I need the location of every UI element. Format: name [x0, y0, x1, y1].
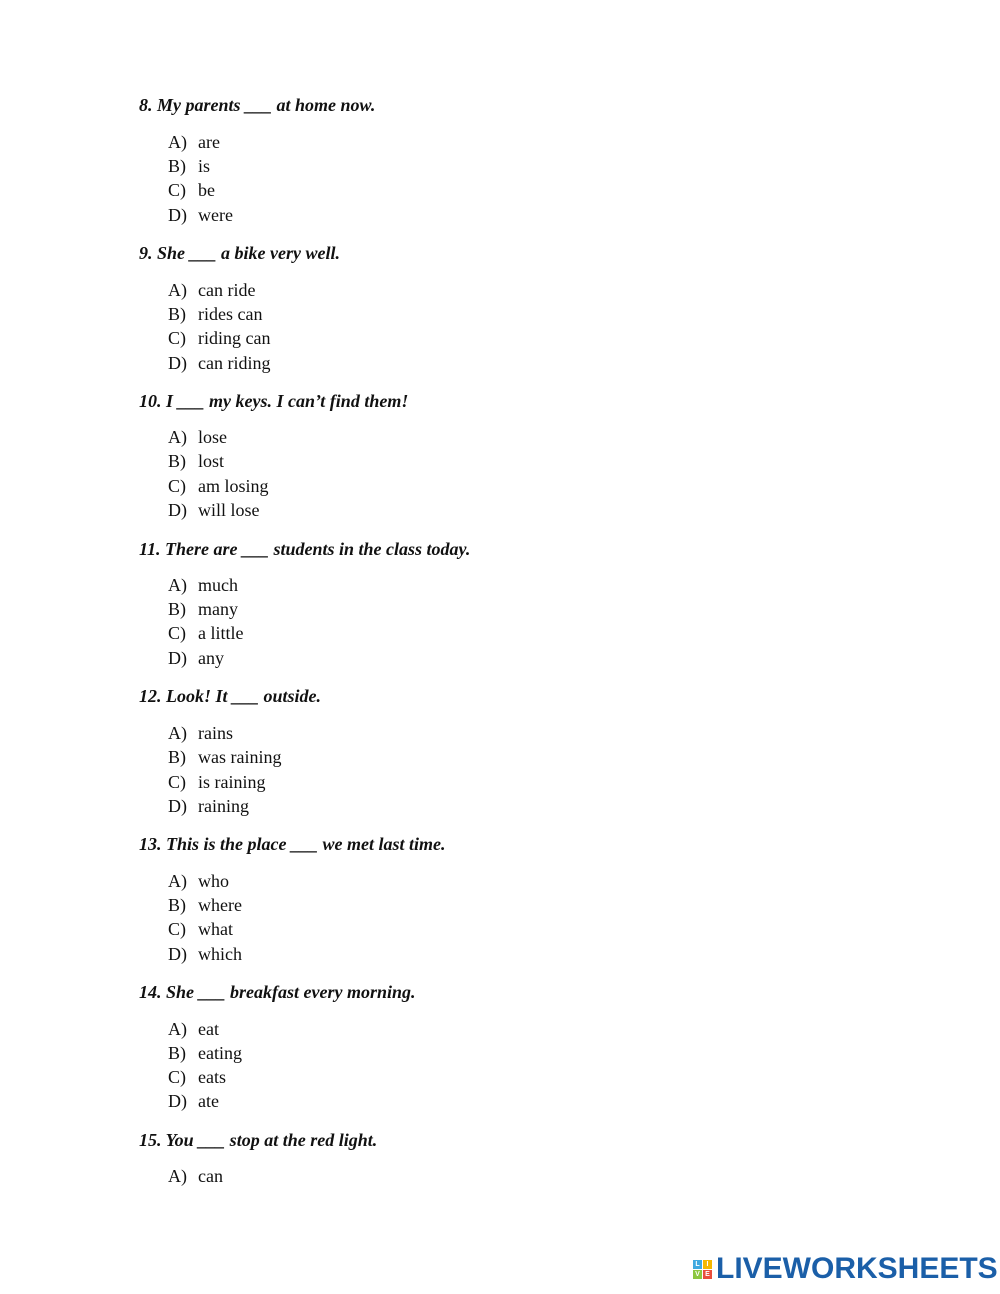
option-text: is: [198, 156, 211, 176]
liveworksheets-logo[interactable]: [693, 1253, 998, 1285]
option-text: rains: [198, 723, 233, 743]
option-letter: D): [168, 648, 187, 668]
option-text: can ride: [198, 280, 256, 300]
option-text: eating: [198, 1043, 242, 1063]
answer-option[interactable]: [168, 1066, 226, 1088]
option-text: am losing: [198, 476, 269, 496]
option-text: much: [198, 575, 238, 595]
answer-option[interactable]: [168, 722, 233, 744]
option-letter: D): [168, 944, 187, 964]
option-letter: B): [168, 451, 186, 471]
question-text: 8. My parents ___ at home now.: [139, 95, 376, 115]
option-letter: B): [168, 156, 186, 176]
answer-option[interactable]: [168, 155, 210, 177]
option-letter: D): [168, 500, 187, 520]
answer-option[interactable]: [168, 622, 243, 644]
option-letter: A): [168, 1019, 187, 1039]
option-text: eats: [198, 1067, 226, 1087]
logo-mark-tile: E: [703, 1270, 712, 1279]
answer-option[interactable]: [168, 943, 242, 965]
option-text: is raining: [198, 772, 266, 792]
option-letter: D): [168, 1091, 187, 1111]
option-text: many: [198, 599, 238, 619]
answer-option[interactable]: [168, 1090, 219, 1112]
option-text: who: [198, 871, 229, 891]
option-letter: A): [168, 427, 187, 447]
logo-mark-tile: L: [693, 1260, 702, 1269]
option-letter: A): [168, 280, 187, 300]
option-letter: A): [168, 1166, 187, 1186]
logo-mark-icon: [693, 1260, 712, 1279]
option-letter: B): [168, 1043, 186, 1063]
answer-option[interactable]: [168, 647, 224, 669]
option-text: which: [198, 944, 242, 964]
option-text: raining: [198, 796, 249, 816]
option-letter: D): [168, 353, 187, 373]
option-text: can riding: [198, 353, 271, 373]
option-text: rides can: [198, 304, 263, 324]
option-text: eat: [198, 1019, 219, 1039]
option-text: ate: [198, 1091, 219, 1111]
answer-option[interactable]: [168, 475, 269, 497]
option-letter: A): [168, 132, 187, 152]
answer-option[interactable]: [168, 131, 220, 153]
option-text: lose: [198, 427, 227, 447]
answer-option[interactable]: [168, 179, 215, 201]
option-text: are: [198, 132, 220, 152]
option-text: were: [198, 205, 233, 225]
option-letter: C): [168, 180, 186, 200]
option-text: lost: [198, 451, 225, 471]
answer-option[interactable]: [168, 327, 270, 349]
option-letter: A): [168, 575, 187, 595]
question-text: 13. This is the place ___ we met last time.: [139, 834, 446, 854]
option-letter: C): [168, 328, 186, 348]
answer-option[interactable]: [168, 499, 260, 521]
option-letter: C): [168, 919, 186, 939]
question-text: 10. I ___ my keys. I can’t find them!: [139, 391, 409, 411]
answer-option[interactable]: [168, 870, 229, 892]
question-text: 11. There are ___ students in the class today.: [139, 539, 471, 559]
question-text: 9. She ___ a bike very well.: [139, 243, 340, 263]
answer-option[interactable]: [168, 204, 233, 226]
option-letter: D): [168, 796, 187, 816]
answer-option[interactable]: [168, 1165, 223, 1187]
option-text: will lose: [198, 500, 260, 520]
option-letter: C): [168, 772, 186, 792]
option-text: be: [198, 180, 215, 200]
option-text: was raining: [198, 747, 282, 767]
answer-option[interactable]: [168, 1018, 219, 1040]
option-letter: D): [168, 205, 187, 225]
answer-option[interactable]: [168, 303, 262, 325]
answer-option[interactable]: [168, 598, 238, 620]
option-text: where: [198, 895, 242, 915]
answer-option[interactable]: [168, 918, 233, 940]
option-letter: B): [168, 747, 186, 767]
answer-option[interactable]: [168, 279, 255, 301]
question-text: 15. You ___ stop at the red light.: [139, 1130, 378, 1150]
answer-option[interactable]: [168, 795, 249, 817]
logo-text: LIVEWORKSHEETS: [716, 1252, 998, 1285]
option-text: can: [198, 1166, 223, 1186]
option-letter: B): [168, 304, 186, 324]
answer-option[interactable]: [168, 894, 242, 916]
option-letter: B): [168, 599, 186, 619]
answer-option[interactable]: [168, 746, 281, 768]
option-text: any: [198, 648, 224, 668]
option-letter: B): [168, 895, 186, 915]
answer-option[interactable]: [168, 352, 270, 374]
question-text: 14. She ___ breakfast every morning.: [139, 982, 416, 1002]
option-text: a little: [198, 623, 244, 643]
answer-option[interactable]: [168, 771, 266, 793]
answer-option[interactable]: [168, 1042, 242, 1064]
option-letter: C): [168, 1067, 186, 1087]
logo-mark-tile: V: [693, 1270, 702, 1279]
option-text: riding can: [198, 328, 271, 348]
question-text: 12. Look! It ___ outside.: [139, 686, 322, 706]
option-letter: A): [168, 723, 187, 743]
option-letter: A): [168, 871, 187, 891]
option-letter: C): [168, 623, 186, 643]
answer-option[interactable]: [168, 426, 227, 448]
answer-option[interactable]: [168, 450, 224, 472]
answer-option[interactable]: [168, 574, 238, 596]
logo-mark-tile: I: [703, 1260, 712, 1269]
option-text: what: [198, 919, 233, 939]
option-letter: C): [168, 476, 186, 496]
